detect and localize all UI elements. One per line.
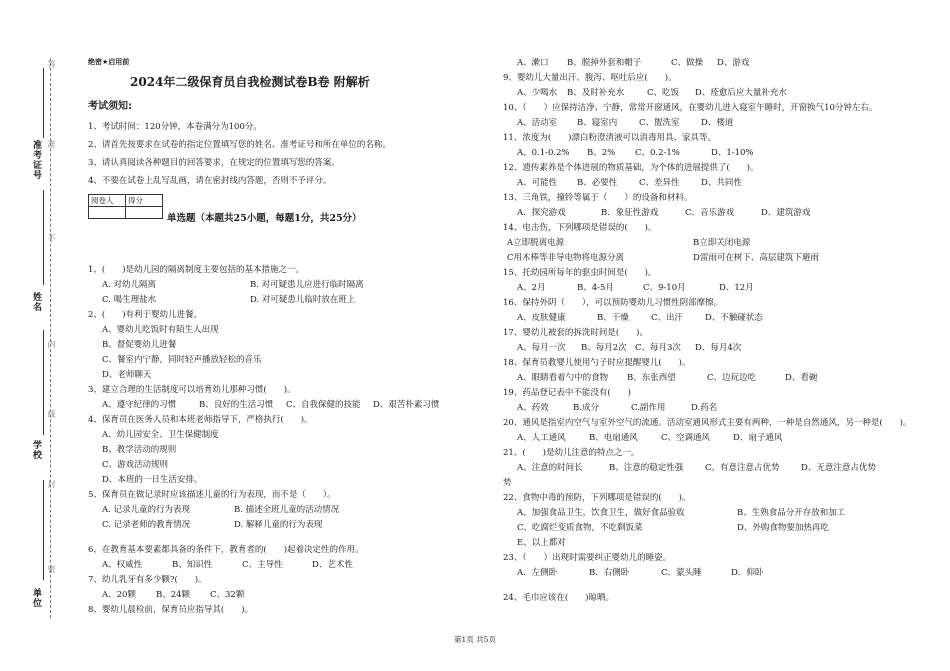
option[interactable]: B、及时补充水 (567, 88, 625, 98)
option-row (88, 398, 493, 413)
question-stem: 20、通风是指室内空气与室外空气的流通。活动室通风形式主要有两种，一种是自然通风，另一种是( )。 (503, 418, 912, 428)
option-row (503, 311, 913, 326)
notice-item: 2、请首先按要求在试卷的指定位置填写您的姓名、准考证号和所在单位的名称。 (88, 140, 391, 150)
option[interactable]: D、无意注意占优势 (801, 463, 876, 473)
option[interactable]: A、0.1-0.2% (517, 148, 570, 158)
option[interactable]: A、漱口 (517, 58, 549, 68)
option-row (503, 506, 913, 521)
option[interactable]: A、人工通风 (517, 433, 566, 443)
option-row (503, 431, 913, 446)
question-stem: 5、保育员在做记录时应该描述儿童的行为表现，而不是（ ）。 (88, 490, 336, 500)
option[interactable]: A、婴幼儿吃饭时有陌生人出现 (102, 325, 219, 335)
option[interactable]: C、0.2-1% (635, 148, 680, 158)
option[interactable]: D、老师聊天 (102, 370, 152, 380)
seal-char: 内 (47, 340, 56, 348)
option[interactable]: C．音乐游戏 (685, 208, 735, 218)
fill-line (43, 480, 44, 580)
option[interactable]: A、遵守纪律的习惯 (102, 400, 177, 410)
option[interactable]: B、每月2次 (581, 343, 627, 353)
question-stem: 11、浓度为( )漂白粉澄清液可以消毒用具、家具等。 (503, 133, 716, 143)
option[interactable]: B、寝室内 (577, 118, 618, 128)
question-stem: 21、( )是幼儿注意的特点之一。 (503, 448, 640, 458)
question-stem: 2、( )有利于婴幼儿进餐。 (88, 310, 203, 320)
option-row (88, 518, 493, 533)
option[interactable]: B. 对可疑患儿应进行临时隔离 (250, 280, 364, 290)
option-row (503, 251, 913, 266)
option[interactable]: C、吃饭 (647, 88, 680, 98)
option[interactable]: B、注意的稳定性强 (609, 463, 684, 473)
option[interactable]: C. 记录老师的教育情况 (102, 520, 191, 530)
option[interactable]: A、注意的时间长 (517, 463, 583, 473)
option-row (503, 236, 913, 251)
option[interactable]: D、艰苦朴素习惯 (373, 400, 440, 410)
seal-char: 准 (47, 140, 56, 148)
option[interactable]: B、东张西望 (627, 373, 676, 383)
unit-label: 单位 (31, 588, 41, 608)
questions-right-column (503, 56, 913, 606)
option-row (503, 341, 913, 356)
option[interactable]: D. 对可疑患儿临时放在班上 (250, 295, 356, 305)
option[interactable]: C、每月3次 (635, 343, 681, 353)
option[interactable]: A．探究游戏 (517, 208, 566, 218)
notice-item: 4、不要在试卷上乱写乱画，请在密封线内答题，否则不予评分。 (88, 176, 332, 186)
option-row (503, 281, 913, 296)
option[interactable]: C、有意注意占优势 (705, 463, 780, 473)
option[interactable]: B．右侧卧 (589, 568, 630, 578)
option[interactable]: C、9-10月 (643, 283, 686, 293)
option[interactable]: A、20颗 (102, 590, 136, 600)
question-stem: 17、婴幼儿被套的拆洗时间是( )。 (503, 328, 648, 338)
notice-item: 1、考试时间：120分钟，本卷满分为100分。 (88, 122, 262, 132)
option-row (503, 56, 913, 71)
option[interactable]: B立即关闭电源 (693, 238, 751, 248)
option[interactable]: A、活动室 (517, 118, 558, 128)
zhunkao-label: 准考证号 (31, 140, 41, 180)
seal-char: 答 (47, 60, 56, 68)
option-row (503, 461, 913, 476)
score-table (88, 194, 163, 219)
option-row (503, 371, 913, 386)
option[interactable]: B、良好的生活习惯 (199, 400, 274, 410)
grader-input[interactable] (89, 207, 126, 219)
option[interactable]: D、共同性 (701, 178, 742, 188)
option-row (503, 86, 913, 101)
option-row (503, 521, 913, 536)
question-stem: 9、婴幼儿大量出汗、腹泻、呕吐后应( )。 (503, 73, 677, 83)
option[interactable]: C、吃腐烂变质食物，不吃剩饭菜 (517, 523, 643, 533)
option[interactable]: D、12月 (719, 283, 754, 293)
question-stem: 12、遗传素养是个体进展的物质基础，为个体的进展提供了( )。 (503, 163, 759, 173)
option[interactable]: B、24颗 (156, 590, 191, 600)
option[interactable]: A、幼儿园安全、卫生保健制度 (102, 430, 219, 440)
option[interactable]: B、必要性 (577, 178, 618, 188)
option-row (503, 566, 913, 581)
option[interactable]: D．建筑游戏 (761, 208, 811, 218)
question-stem: 15、托幼园所每年的驱虫时间是( )。 (503, 268, 657, 278)
option[interactable]: D、游戏 (717, 58, 750, 68)
score-cell: 得分 (126, 195, 163, 207)
option[interactable]: C、餐室内宁静，同时轻声播放轻松的音乐 (102, 355, 262, 365)
option[interactable]: C、盥洗室 (639, 118, 680, 128)
question-stem: 18、保育员教婴儿使用勺子时应提醒婴儿( )。 (503, 358, 691, 368)
option[interactable]: B．象征性游戏 (601, 208, 659, 218)
question-stem: 24、毛巾应该在( )晾晒。 (503, 593, 614, 603)
option[interactable]: C用木棒等非导电物将电源分离 (507, 253, 625, 263)
option[interactable]: B、电扇通风 (589, 433, 638, 443)
option[interactable]: B、知识性 (172, 560, 213, 570)
option[interactable]: C、边玩边吃 (707, 373, 757, 383)
option[interactable]: D、楼道 (701, 118, 734, 128)
fill-line (43, 68, 44, 138)
option[interactable]: B、2% (587, 148, 616, 158)
fill-line (43, 330, 44, 435)
option[interactable]: D、1-10% (711, 148, 754, 158)
option-row (503, 206, 913, 221)
fill-line (43, 190, 44, 285)
option[interactable]: A、每月一次 (517, 343, 566, 353)
option[interactable]: D.药名 (691, 403, 718, 413)
seal-char: 封 (47, 480, 56, 488)
seal-char: 线 (47, 410, 56, 418)
option[interactable]: C、32颗 (210, 590, 245, 600)
option[interactable]: C、主导性 (242, 560, 283, 570)
option[interactable]: D、艺术性 (312, 560, 353, 570)
option[interactable]: B.成分 (573, 403, 599, 413)
question-stem: 23、（ ）出现时需要纠正婴幼儿的睡姿。 (503, 553, 672, 563)
question-stem: 7、幼儿乳牙有多少颗?( )。 (88, 575, 207, 585)
option-wrap: 势 (503, 478, 512, 488)
option[interactable]: C、空调通风 (661, 433, 711, 443)
grader-cell: 阅卷人 (89, 195, 126, 207)
option[interactable]: D、看碗 (785, 373, 818, 383)
option[interactable]: D、痊愈后应大量补充水 (695, 88, 787, 98)
option[interactable]: B、教学活动的规则 (102, 445, 177, 455)
option[interactable]: D、外购食物要加热再吃 (737, 523, 829, 533)
option[interactable]: D、本班的一日生活安排。 (102, 475, 203, 485)
option[interactable]: D雷雨可在树下、高层建筑下避雨 (693, 253, 819, 263)
option-row (503, 146, 913, 161)
option[interactable]: E、以上都对 (517, 538, 566, 548)
option[interactable]: D．仰卧 (731, 568, 764, 578)
option[interactable]: A、眼睛看着勺中的食物 (517, 373, 609, 383)
school-label: 学校 (31, 440, 41, 460)
option[interactable]: C.副作用 (631, 403, 666, 413)
binding-margin (0, 0, 70, 671)
page-footer: 第1页 共5页 (454, 635, 496, 644)
option[interactable]: A、皮肤健康 (517, 313, 566, 323)
question-stem: 22、食物中毒的预防，下列哪项是错误的( )。 (503, 493, 691, 503)
name-label: 姓名 (31, 292, 41, 312)
question-stem: 16、保持外阴（ ），可以预防婴幼儿习惯性阴部摩擦。 (503, 298, 723, 308)
seal-char: 密 (47, 565, 56, 573)
option[interactable]: A、少喝水 (517, 88, 558, 98)
option[interactable]: B、干燥 (597, 313, 629, 323)
option[interactable]: A、权威性 (102, 560, 143, 570)
question-stem: 19、药品登记表中不能没有( ) (503, 388, 631, 398)
option[interactable]: C、做操 (671, 58, 704, 68)
option-row (503, 401, 913, 416)
option[interactable]: B、4-5月 (577, 283, 614, 293)
question-stem: 6、在教育基本要素都具备的条件下，教育者的( )起着决定性的作用。 (88, 545, 364, 555)
option[interactable]: B、生熟食品分开存放和加工 (737, 508, 846, 518)
question-stem: 14、电击伤，下列哪项是错误的( )。 (503, 223, 657, 233)
notice-heading: 考试须知: (88, 101, 132, 112)
option[interactable]: C、游戏活动规则 (102, 460, 169, 470)
option[interactable]: D. 解释儿童的行为表现 (234, 520, 323, 530)
secret-mark: 绝密★启用前 (88, 58, 130, 66)
option-row (88, 588, 493, 603)
option[interactable]: A. 记录儿童的行为表现 (102, 505, 191, 515)
option[interactable]: B. 描述全班儿童的活动情况 (234, 505, 340, 515)
option[interactable]: A立即脱离电源 (507, 238, 565, 248)
option-row (88, 293, 493, 308)
option[interactable]: C. 喝生理盐水 (102, 295, 157, 305)
option[interactable]: C、差异性 (639, 178, 680, 188)
option-row (503, 116, 913, 131)
question-stem: 1、( )是幼儿园的隔离制度主要包括的基本措施之一。 (88, 265, 305, 275)
option[interactable]: D、扇子通风 (733, 433, 783, 443)
question-stem: 3、建立合理的生活制度可以培育幼儿那种习惯( )。 (88, 385, 296, 395)
option[interactable]: A．左侧卧 (517, 568, 558, 578)
option[interactable]: A、药效 (517, 403, 549, 413)
score-input[interactable] (126, 207, 163, 219)
question-stem: 4、保育员在医务人员和本班老师指导下，严格执行( )。 (88, 415, 313, 425)
notice-item: 3、请认真阅读各种题目的回答要求，在规定的位置填写您的答案。 (88, 158, 340, 168)
option[interactable]: C、自我保健的技能 (286, 400, 361, 410)
option-row (88, 503, 493, 518)
option-row (88, 558, 493, 573)
question-stem: 8、婴幼儿晨检前，保育员应指导其( )。 (88, 605, 254, 615)
option[interactable]: D、每月4次 (695, 343, 742, 353)
question-stem: 10、（ ）应保持洁净、宁静，常常开窗通风，在婴幼儿进入寝室午睡时，开窗换气10分钟左右。 (503, 103, 878, 113)
option[interactable]: D、不触碰状态 (705, 313, 763, 323)
option[interactable]: B、督促婴幼儿进餐 (102, 340, 177, 350)
option[interactable]: C．蒙头睡 (661, 568, 702, 578)
option[interactable]: C、出汗 (651, 313, 684, 323)
option[interactable]: A. 对幼儿隔离 (102, 280, 157, 290)
option[interactable]: A、2月 (517, 283, 546, 293)
question-stem: 13、三角铁，撞铃等属于（ ）的设备和材料。 (503, 193, 693, 203)
option[interactable]: A、加强食品卫生，饮食卫生，做好食品验收 (517, 508, 685, 518)
questions-left-column (88, 263, 493, 618)
option-row (88, 278, 493, 293)
option-row (503, 176, 913, 191)
page-title: 2024年二级保育员自我检测试卷B卷 附解析 (130, 75, 370, 89)
section-title: 单选题（本题共25小题，每题1分，共25分） (167, 213, 362, 224)
option[interactable]: A、可能性 (517, 178, 558, 188)
seal-char: 不 (47, 234, 56, 242)
option[interactable]: B、脱掉外套和帽子 (567, 58, 642, 68)
